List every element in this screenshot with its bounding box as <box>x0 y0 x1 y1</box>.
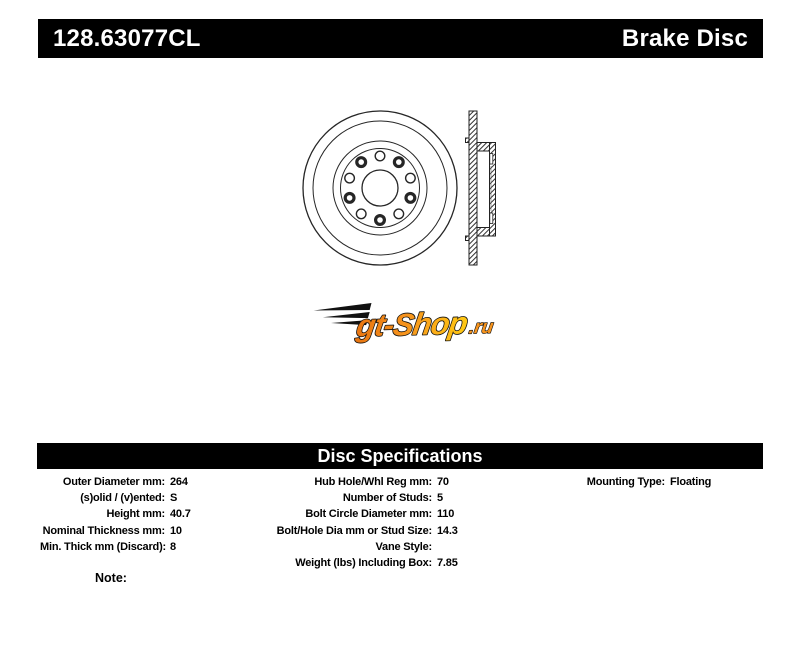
spec-label: Bolt/Hole Dia mm or Stud Size: <box>276 524 432 537</box>
spec-row <box>40 539 191 555</box>
spec-column-hub <box>200 474 458 571</box>
spec-value: 264 <box>170 476 188 488</box>
spec-label: Weight (lbs) Including Box: <box>295 556 432 569</box>
spec-row <box>200 539 458 555</box>
section-bolt-hole-bottom <box>490 213 493 224</box>
spec-row <box>40 506 191 522</box>
spec-value: 8 <box>170 540 176 553</box>
watermark-domain-text: .ru <box>467 316 495 339</box>
spec-row <box>40 474 191 490</box>
spec-section-bar <box>37 443 763 469</box>
spec-value: 7.85 <box>437 556 458 569</box>
section-bolt-hole-top <box>490 154 493 165</box>
spec-label: (s)olid / (v)ented: <box>80 492 165 505</box>
spec-value: 14.3 <box>437 524 458 537</box>
spec-value: 40.7 <box>170 508 191 521</box>
spec-column-mounting <box>440 474 711 490</box>
spec-row <box>40 523 191 539</box>
spec-label: Height mm: <box>106 508 165 521</box>
spec-value: 70 <box>437 476 449 488</box>
spec-label: Min. Thick mm (Discard): <box>40 540 166 553</box>
spec-row <box>200 555 458 571</box>
spec-label: Nominal Thickness mm: <box>42 524 165 537</box>
spec-value: Floating <box>670 476 712 488</box>
disc-front-view <box>303 111 457 265</box>
disc-section-view <box>466 111 496 265</box>
spec-label: Mounting Type: <box>586 476 665 488</box>
spec-value: 110 <box>437 508 455 521</box>
spec-value: 5 <box>437 492 443 505</box>
spec-value: S <box>170 492 178 505</box>
spec-label: Bolt Circle Diameter mm: <box>305 508 432 521</box>
gt-shop-watermark <box>312 295 507 350</box>
spec-row <box>200 506 458 522</box>
part-number: 128.63077CL <box>53 24 201 52</box>
spec-row <box>440 474 711 490</box>
product-type-title: Brake Disc <box>621 24 748 52</box>
center-hole <box>362 170 398 206</box>
spec-row <box>200 523 458 539</box>
spec-label: Vane Style: <box>375 540 432 553</box>
spec-label: Outer Diameter mm: <box>62 476 165 488</box>
spec-value <box>432 539 437 555</box>
spec-label: Hub Hole/Whl Reg mm: <box>314 476 432 488</box>
spec-value: 10 <box>170 524 182 537</box>
stud-holes <box>345 158 415 225</box>
watermark-brand-text: gt-Shop <box>354 305 470 344</box>
spec-row <box>200 490 458 506</box>
brake-disc-drawing <box>280 88 520 288</box>
spec-section-title: Disc Specifications <box>317 445 483 466</box>
spec-column-dimensions <box>40 474 191 555</box>
note-label: Note: <box>95 571 127 585</box>
header-bar <box>38 19 763 58</box>
spec-row <box>40 490 191 506</box>
spec-label: Number of Studs: <box>342 492 432 505</box>
spec-row <box>200 474 458 490</box>
